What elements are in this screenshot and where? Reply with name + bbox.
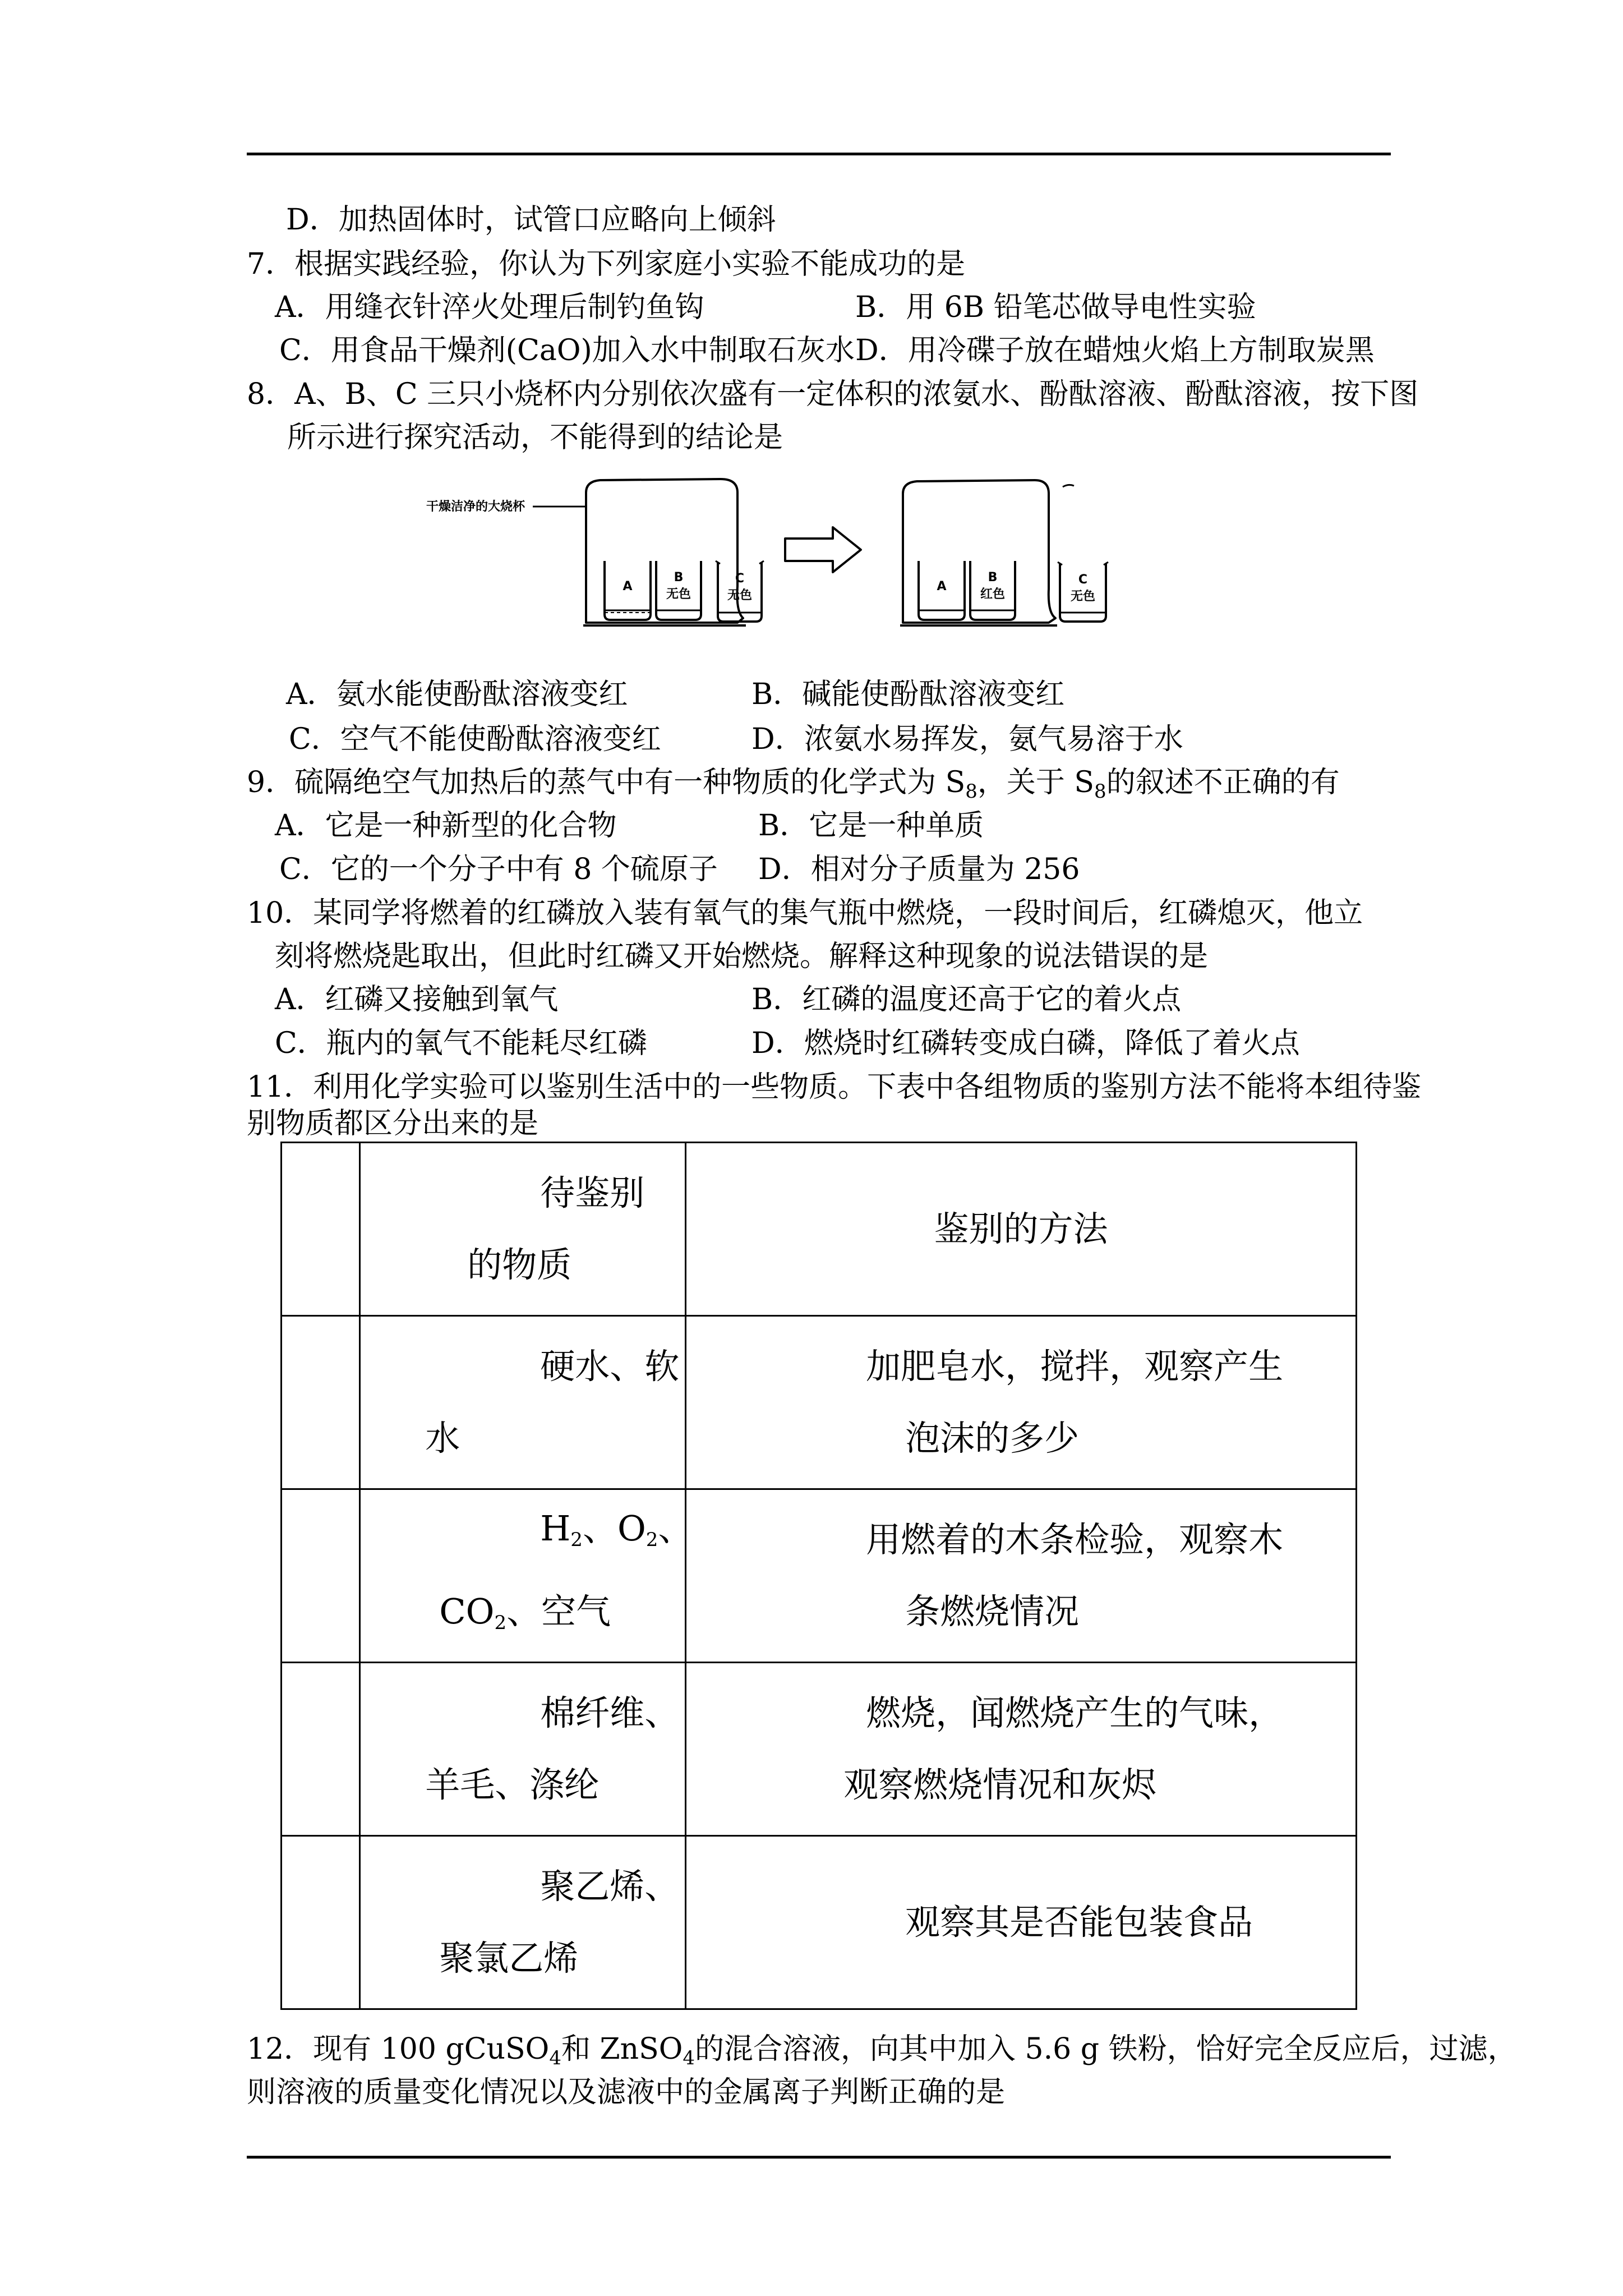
table-cell-method: 用燃着的木条检验，观察木 条燃烧情况 [686,1489,1357,1663]
q7-option-d: D．用冷碟子放在蜡烛火焰上方制取炭黑 [855,334,1375,367]
table-header-row [282,1143,1357,1316]
beaker-a-right-label: A [937,579,947,593]
footer-rule [247,2156,1391,2159]
q9-options-row2 [0,850,1623,889]
beaker-c-right-color: 无色 [1070,590,1096,604]
table-row [282,1836,1357,2009]
table-row [282,1316,1357,1489]
beaker-c-right-label: C [1078,573,1088,587]
q8-options-row2 [0,720,1623,759]
q12-stem-1: 12．现有 100 gCuSO$_4$和 ZnSO$_4$的混合溶液，向其中加入 5.6 g 铁粉，恰好完全反应后，过滤， [247,2032,1517,2069]
large-beaker-label: 干燥洁净的大烧杯 [426,500,525,514]
q12-stem-2: 则溶液的质量变化情况以及滤液中的金属离子判断正确的是 [247,2076,1006,2109]
q11-stem-1: 11．利用化学实验可以鉴别生活中的一些物质。下表中各组物质的鉴别方法不能将本组待鉴 [247,1070,1422,1104]
q9-options-row1 [0,806,1623,845]
beaker-b-right-color: 红色 [980,587,1006,601]
table-cell-material: 聚乙烯、 聚氯乙烯 [360,1836,686,2009]
q7-option-c: C．用食品干燥剂(CaO)加入水中制取石灰水 [279,334,855,367]
q9-option-d: D．相对分子质量为 256 [758,853,1080,886]
table-header-method: 鉴别的方法 [686,1143,1357,1316]
beaker-b-left-color: 无色 [666,587,691,601]
table-cell-index [282,1143,360,1316]
q10-stem-1: 10．某同学将燃着的红磷放入装有氧气的集气瓶中燃烧，一段时间后，红磷熄灭，他立 [247,896,1363,930]
large-beaker-left [586,479,743,623]
q7-option-b: B．用 6B 铅笔芯做导电性实验 [855,291,1256,324]
q10-option-a: A．红磷又接触到氧气 [275,983,559,1016]
table-row [282,1489,1357,1663]
q8-experiment-figure [415,471,1267,656]
table-header-material: 待鉴别 的物质 [360,1143,686,1316]
table-cell-index [282,1836,360,2009]
q10-options-row1 [0,980,1623,1019]
table-cell-method: 燃烧，闻燃烧产生的气味， 观察燃烧情况和灰烬 [686,1663,1357,1836]
beaker-b-left-label: B [674,570,684,585]
beaker-c-left-label: C [735,572,745,586]
table-row [282,1663,1357,1836]
q8-option-a: A．氨水能使酚酞溶液变红 [286,678,628,711]
table-cell-index [282,1663,360,1836]
q8-option-d: D．浓氨水易挥发，氨气易溶于水 [751,723,1183,756]
q10-option-b: B．红磷的温度还高于它的着火点 [751,983,1182,1016]
q8-option-b: B．碱能使酚酞溶液变红 [751,678,1065,711]
q8-option-c: C．空气不能使酚酞溶液变红 [289,723,661,756]
q10-option-d: D．燃烧时红磷转变成白磷，降低了着火点 [751,1027,1300,1060]
q10-stem-2: 刻将燃烧匙取出，但此时红磷又开始燃烧。解释这种现象的说法错误的是 [275,940,1209,973]
q8-options-row1 [0,675,1623,714]
table-cell-method: 观察其是否能包装食品 [686,1836,1357,2009]
q9-stem: 9．硫隔绝空气加热后的蒸气中有一种物质的化学式为 $S_8$，关于 $S_8$的叙述不正确的有 [247,766,1340,803]
q9-option-b: B．它是一种单质 [758,809,984,843]
q7-option-a: A．用缝衣针淬火处理后制钓鱼钩 [275,291,704,324]
q8-stem-2: 所示进行探究活动，不能得到的结论是 [287,421,783,454]
q6-option-d: D．加热固体时，试管口应略向上倾斜 [286,203,776,237]
process-arrow [785,527,861,572]
q7-stem: 7．根据实践经验，你认为下列家庭小实验不能成功的是 [247,247,966,281]
beaker-c-left-color: 无色 [727,588,753,602]
q11-stem-2: 别物质都区分出来的是 [247,1107,539,1140]
table-cell-material: 硬水、软 水 [360,1316,686,1489]
table-cell-material: $H_2$、$O_2$、 $CO_2$、空气 [360,1489,686,1663]
beaker-b-right-label: B [988,570,998,585]
q7-options-row1 [0,288,1623,327]
identification-table [280,1142,1357,2010]
table-cell-material: 棉纤维、 羊毛、涤纶 [360,1663,686,1836]
beaker-a-left-label: A [623,579,633,593]
table-cell-method: 加肥皂水，搅拌，观察产生 泡沫的多少 [686,1316,1357,1489]
table-cell-index [282,1489,360,1663]
large-beaker-right [903,480,1055,623]
q9-option-c: C．它的一个分子中有 8 个硫原子 [279,853,718,886]
q7-options-row2 [0,331,1623,370]
q10-option-c: C．瓶内的氧气不能耗尽红磷 [275,1027,647,1060]
q10-options-row2 [0,1024,1623,1063]
q9-option-a: A．它是一种新型的化合物 [275,809,617,843]
table-cell-index [282,1316,360,1489]
q8-stem-1: 8．A、B、C 三只小烧杯内分别依次盛有一定体积的浓氨水、酚酞溶液、酚酞溶液，按下图 [247,378,1419,411]
header-rule [247,153,1391,155]
